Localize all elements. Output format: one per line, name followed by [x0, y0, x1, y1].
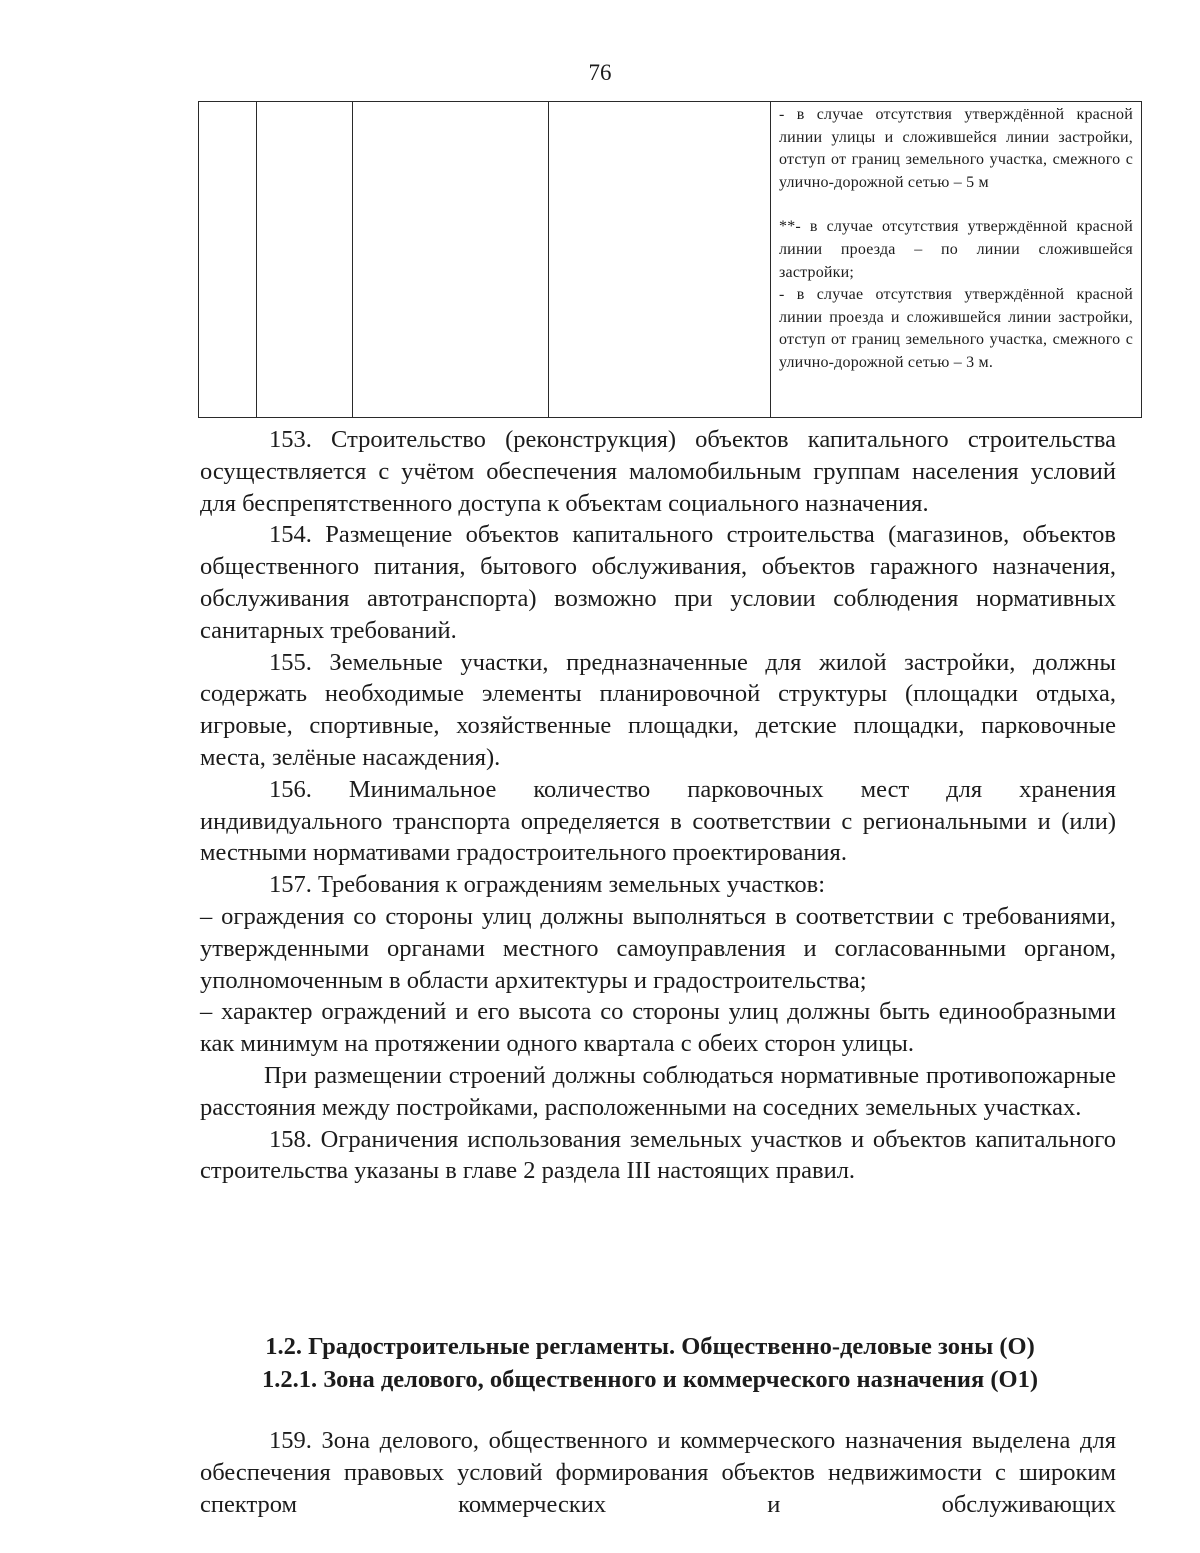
table-cell-notes [771, 102, 1142, 418]
note-red-line-street: - в случае отсутствия утверждённой красной линии улицы и сложившейся линии застройки, отступ от границ земельного участка, смежного с улично-дорожной сетью – 5 м [779, 106, 1133, 191]
paragraph-155: 155. Земельные участки, предназначенные для жилой застройки, должны содержать необходимые элементы планировочной структуры (площадки отдыха, игровые, спортивные, хозяйственные площадки, детские площадки, парковочные места, зелёные насаждения). [200, 648, 1116, 771]
table-cell-2 [257, 102, 353, 418]
note-red-line-passage: **- в случае отсутствия утверждённой красной линии проезда – по линии сложившейся застройки; [779, 218, 1133, 281]
table-cell-1 [199, 102, 257, 418]
paragraph-157-fire-distances: При размещении строений должны соблюдаться нормативные противопожарные расстояния между постройками, расположенными на соседних земельных участках. [200, 1061, 1116, 1121]
section-heading-1-2: 1.2. Градостроительные регламенты. Общественно-деловые зоны (О) [265, 1333, 1035, 1360]
paragraph-153: 153. Строительство (реконструкция) объектов капитального строительства осуществляется с учётом обеспечения маломобильным группам населения условий для беспрепятственного доступа к объектам социального назначения. [200, 426, 1116, 517]
paragraph-156: 156. Минимальное количество парковочных мест для хранения индивидуального транспорта определяется в соответствии с региональными и (или) местными нормативами градостроительного проектирования. [200, 775, 1116, 867]
table-cell-3 [353, 102, 549, 418]
regulations-table-continuation [198, 101, 1142, 418]
paragraph-154: 154. Размещение объектов капитального строительства (магазинов, объектов общественного питания, бытового обслуживания, объектов гаражного назначения, обслуживания автотранспорта) возможно при условии соблюдения нормативных санитарных требований. [200, 521, 1116, 644]
main-text-block [200, 424, 1116, 1187]
paragraph-158: 158. Ограничения использования земельных участков и объектов капитального строительства указаны в главе 2 раздела III настоящих правил. [200, 1125, 1116, 1185]
table-cell-4 [549, 102, 771, 418]
section-headings [180, 1330, 1120, 1396]
paragraph-157-item-a: – ограждения со стороны улиц должны выполняться в соответствии с требованиями, утвержденными органами местного самоуправления и согласованными органом, уполномоченным в области архитектуры и градостроительства; [200, 902, 1116, 994]
paragraph-159: 159. Зона делового, общественного и коммерческого назначения выделена для обеспечения правовых условий формирования объектов недвижимости с широким спектром коммерческих и обслуживающих [200, 1427, 1116, 1518]
paragraph-157: 157. Требования к ограждениям земельных участков: [269, 871, 826, 899]
paragraph-157-item-b: – характер ограждений и его высота со стороны улиц должны быть единообразными как минимум на протяжении одного квартала с обеих сторон улицы. [200, 998, 1116, 1058]
page-number: 76 [588, 60, 612, 85]
zone-text-block [200, 1425, 1116, 1520]
section-heading-1-2-1: 1.2.1. Зона делового, общественного и коммерческого назначения (О1) [261, 1366, 1039, 1393]
note-passage-setback: - в случае отсутствия утверждённой красной линии проезда и сложившейся линии застройки, отступ от границ земельного участка, смежного с улично-дорожной сетью – 3 м. [779, 286, 1133, 371]
